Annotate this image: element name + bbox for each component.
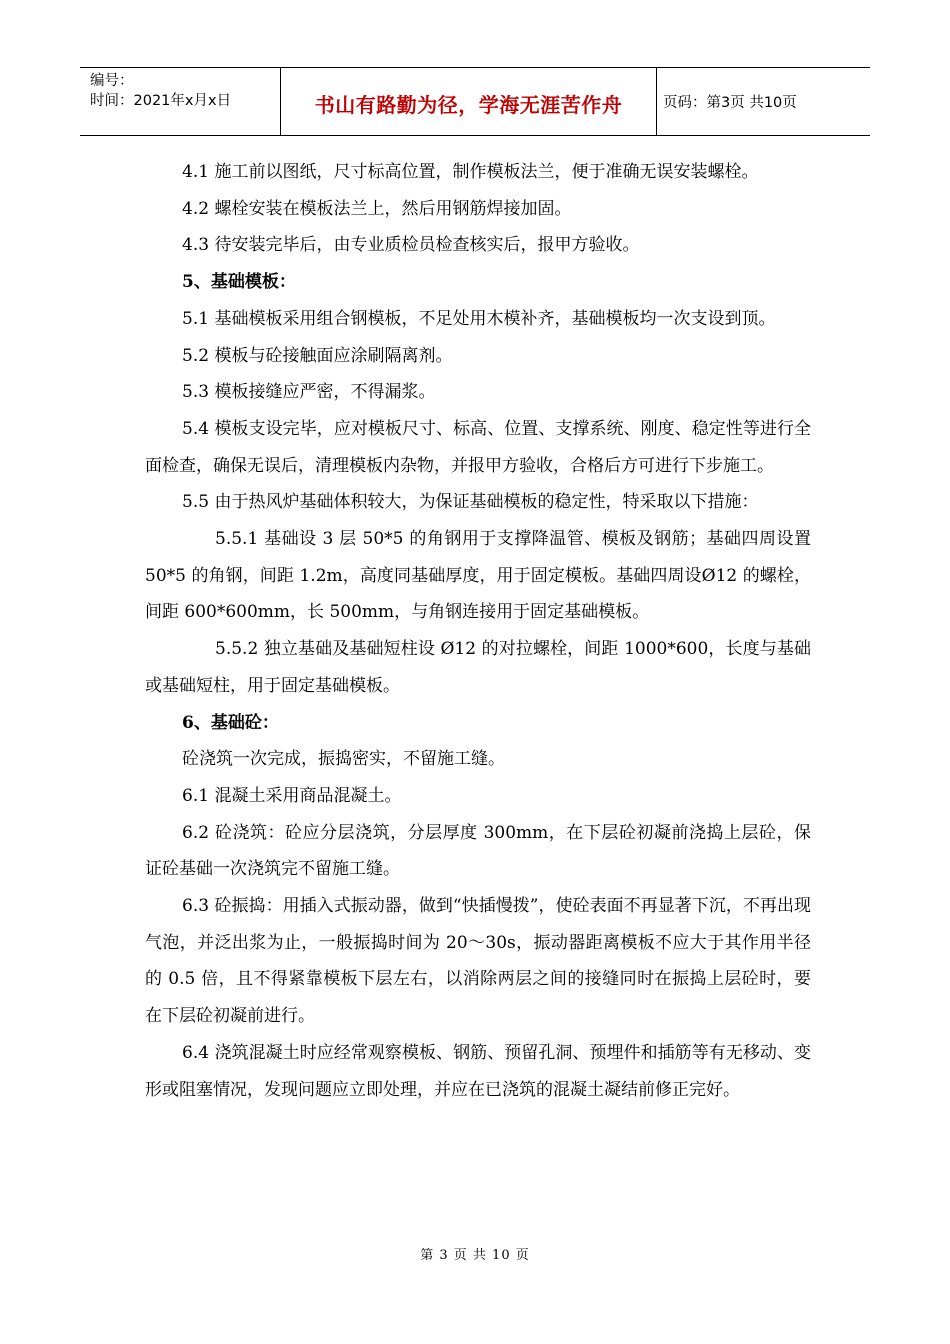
paragraph: 6.2 砼浇筑：砼应分层浇筑，分层厚度 300mm，在下层砼初凝前浇捣上层砼，保证砼基础一次浇筑完不留施工缝。 xyxy=(145,822,811,880)
section-heading: 5、基础模板： xyxy=(182,272,296,293)
paragraph: 4.3 待安装完毕后，由专业质检员检查核实后，报甲方验收。 xyxy=(182,235,640,256)
document-number-label: 编号： xyxy=(90,73,134,89)
paragraph: 砼浇筑一次完成，振捣密实，不留施工缝。 xyxy=(182,749,505,770)
paragraph: 4.2 螺栓安装在模板法兰上，然后用钢筋焊接加固。 xyxy=(182,198,572,219)
paragraph: 5.2 模板与砼接触面应涂刷隔离剂。 xyxy=(182,345,453,366)
header-meta xyxy=(80,68,281,135)
paragraph: 5.1 基础模板采用组合钢模板，不足处用木模补齐，基础模板均一次支设到顶。 xyxy=(182,308,776,329)
section-heading: 6、基础砼： xyxy=(182,712,279,733)
document-header xyxy=(80,67,870,136)
paragraph: 5.5 由于热风炉基础体积较大，为保证基础模板的稳定性，特采取以下措施： xyxy=(182,492,759,513)
document-body xyxy=(145,154,811,1108)
paragraph: 6.3 砼振捣：用插入式振动器，做到“快插慢拨”，使砼表面不再显著下沉，不再出现气泡，并泛出浆为止，一般振捣时间为 20～30s，振动器距离模板不应大于其作用半径的 0.5 倍，且不得紧靠模板下层左右，以消除两层之间的接缝同时在振捣上层砼时，要在下层砼初凝前进行。 xyxy=(145,896,811,1027)
page-footer: 第 3 页 共 10 页 xyxy=(420,1248,530,1263)
paragraph: 6.1 混凝土采用商品混凝土。 xyxy=(182,785,402,806)
paragraph: 6.4 浇筑混凝土时应经常观察模板、钢筋、预留孔洞、预埋件和插筋等有无移动、变形或阻塞情况，发现问题应立即处理，并应在已浇筑的混凝土凝结前修正完好。 xyxy=(145,1042,811,1100)
document-date-label: 时间：2021年x月x日 xyxy=(90,93,232,109)
header-motto: 书山有路勤为径，学海无涯苦作舟 xyxy=(281,68,657,135)
paragraph: 4.1 施工前以图纸，尺寸标高位置，制作模板法兰，便于准确无误安装螺栓。 xyxy=(182,162,759,182)
paragraph: 5.4 模板支设完毕，应对模板尺寸、标高、位置、支撑系统、刚度、稳定性等进行全面检查，确保无误后，清理模板内杂物，并报甲方验收，合格后方可进行下步施工。 xyxy=(145,418,811,476)
paragraph: 5.3 模板接缝应严密，不得漏浆。 xyxy=(182,382,436,403)
sub-paragraph: 5.5.2 独立基础及基础短柱设 Ø12 的对拉螺栓，间距 1000*600，长度与基础或基础短柱，用于固定基础模板。 xyxy=(145,639,811,696)
header-page-info: 页码：第3页 共10页 xyxy=(663,95,797,111)
sub-paragraph: 5.5.1 基础设 3 层 50*5 的角钢用于支撑降温管、模板及钢筋；基础四周设置 50*5 的角钢，间距 1.2m，高度同基础厚度，用于固定模板。基础四周设Ø12 的螺栓，间距 600*600mm，长 500mm，与角钢连接用于固定基础模板。 xyxy=(145,529,811,623)
